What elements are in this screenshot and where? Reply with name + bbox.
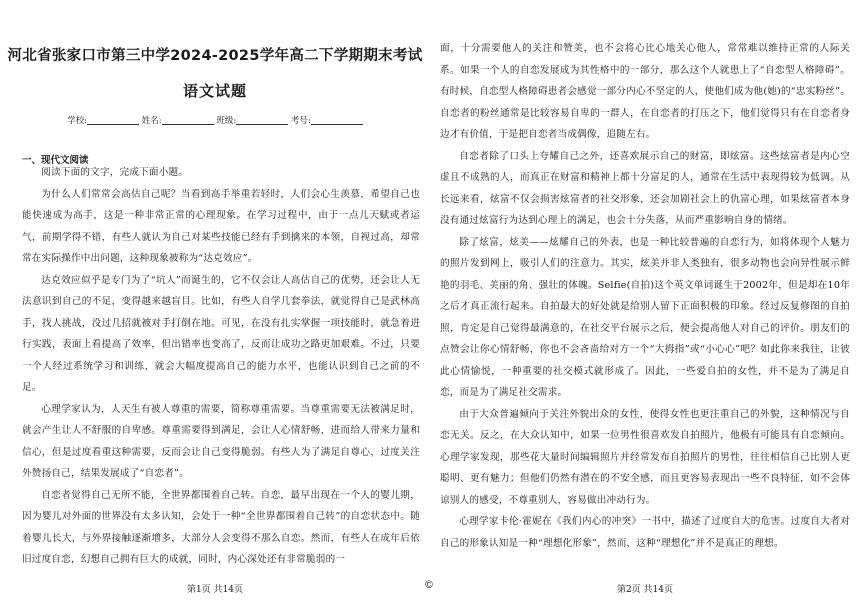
exam-no-label: 考号: (290, 116, 311, 126)
instruction: 阅读下面的文字，完成下面小题。 (41, 167, 189, 178)
class-blank[interactable] (236, 115, 288, 125)
paragraph: 由于大众普遍倾向于关注外貌出众的女性，使得女性也更注重自己的外貌，这种情况与自恋无关。反之，在大众认知中，如果一位男性很喜欢发自拍照片，他极有可能具有自恋倾向。心理学家发现，那些花大量时间编辑照片并经常发布自拍照片的男性，往往相信自己比别人更聪明、更有魅力；但他们仍然有潜在的不安全感，而且更容易表现出一些不良特征，如不会体谅别人的感受，不尊重别人，容易做出冲动行为。 (440, 408, 850, 506)
paragraph: 自恋者除了口头上夸耀自己之外，还喜欢展示自己的财富，即炫富。这些炫富者是内心空虚且不成熟的人，而真正在财富和精神上都十分富足的人，通常在生活中表现得较为低调。从长远来看，炫富不仅会损害炫富者的社交形象，还会加剧社会上的仇富心理，如果炫富者本身没有通过炫富行为达到心理上的满足，也会十分失落，从而严重影响自身的情绪。 (440, 150, 850, 226)
paragraph-continued: 面，十分需要他人的关注和赞美，也不会将心比心地关心他人，常常难以维持正常的人际关系。如果一个人的自恋发展成为其性格中的一部分，那么这个人就患上了“自恋型人格障碍”。有时候，自恋型人格障碍患者会感觉一部分内心不坚定的人，使他们成为他(她)的“忠实粉丝”。自恋者的粉丝通常是比较容易自卑的一群人，在自恋者的打压之下，他们觉得只有在自恋者身边才有价值，于是把自恋者当成偶像，追随左右。 (440, 43, 850, 140)
paragraph: 心理学家认为，人天生有被人尊重的需要，简称尊重需要。当尊重需要无法被满足时，就会产生让人不舒服的自卑感。尊重需要得到满足，会让人心情舒畅，进而给人带来力量和信心，但是过度看重这种需要，反而会让自己变得脆弱。有些人为了满足自尊心，过度关注外赞扬自己，结果发展成了“自恋者”。 (22, 403, 420, 479)
paragraph: 为什么人们常常会高估自己呢？当看到高手举重若轻时，人们会心生羡慕，希望自己也能快速成为高手，这是一种非常正常的心理现象。在学习过程中，由于一点儿天赋或者运气，前期学得不错，有些人就认为自己对某些技能已经有手到擒来的本领，自视过高，却常常在实际操作中出问题，这种现象被称为“达克效应”。 (22, 188, 420, 264)
paragraph: 达克效应似乎是专门为了“坑人”而诞生的，它不仅会让人高估自己的优势，还会让人无法意识到自己的不足，变得越来越盲目。比如，有些人自学几套拳法，就觉得自己是武林高手，找人挑战，没过几招就被对手打倒在地。可见，在没有扎实掌握一项技能时，就急着进行实践，表面上看提高了效率，但出错率也变高了，反而让成功之路更加艰难。不过，只要一个人经过系统学习和训练，就会大幅度提高自己的能力水平，也能认识到自己之前的不足。 (22, 274, 420, 393)
paragraph: 除了炫富，炫美——炫耀自己的外表，也是一种比较普遍的自恋行为，如将体现个人魅力的照片发到网上，吸引人们的注意力。其实，炫美并非人类独有，很多动物也会向异性展示鲜艳的羽毛、美丽的角、强壮的体魄。Selfie(自拍)这个英文单词诞生于2002年，但是却在10年之后才真正流行起来。自拍最大的好处就是给别人留下正面积极的印象。经过反复修图的自拍照，肯定是自己觉得最满意的，在社交平台展示之后，便会提高他人对自己的评价。朋友们的点赞会让你心情舒畅，你也不会吝啬给对方一个“大拇指”或“小心心”吧？如此你来我往，让彼此心情愉悦，一种重要的社交模式就形成了。因此，一些爱自拍的女性，并不是为了满足自恋，而是为了满足社交需求。 (440, 236, 850, 398)
page-footer: 第1页 共14页 (186, 585, 244, 595)
document-title: 河北省张家口市第三中学2024-2025学年高二下学期期末考试 (7, 48, 423, 64)
right-text-column (440, 38, 850, 554)
document-subtitle: 语文试题 (182, 82, 247, 100)
left-text-column (22, 162, 420, 571)
section-heading: 一、现代文阅读 (22, 155, 89, 166)
paragraph: 心理学家卡伦·霍妮在《我们内心的冲突》一书中，描述了过度自大的危害。过度自大者对自己的形象认知是一种“理想化形象”，然而，这种“理想化”并不是真正的理想。 (440, 516, 850, 549)
name-blank[interactable] (162, 115, 214, 125)
student-info-line (0, 114, 430, 126)
school-blank[interactable] (87, 115, 139, 125)
page-footer: 第2页 共14页 (616, 585, 674, 595)
class-label: 班级: (216, 116, 237, 126)
exam-no-blank[interactable] (311, 115, 363, 125)
right-page (430, 0, 860, 607)
center-mark: © (424, 580, 434, 591)
name-label: 姓名: (141, 116, 162, 126)
paragraph: 自恋者觉得自己无所不能，全世界都围着自己转。自恋，最早出现在一个人的婴儿期，因为婴儿对外面的世界没有太多认知，会处于一种“全世界都围着自己转”的自恋状态中。随着婴儿长大，与外界接触逐渐增多，大部分人会变得不那么自恋。然而，有些人在成年后依旧过度自恋，幻想自己拥有巨大的成就，同时，内心深处还有非常脆弱的一 (22, 489, 420, 565)
school-label: 学校: (67, 116, 88, 126)
